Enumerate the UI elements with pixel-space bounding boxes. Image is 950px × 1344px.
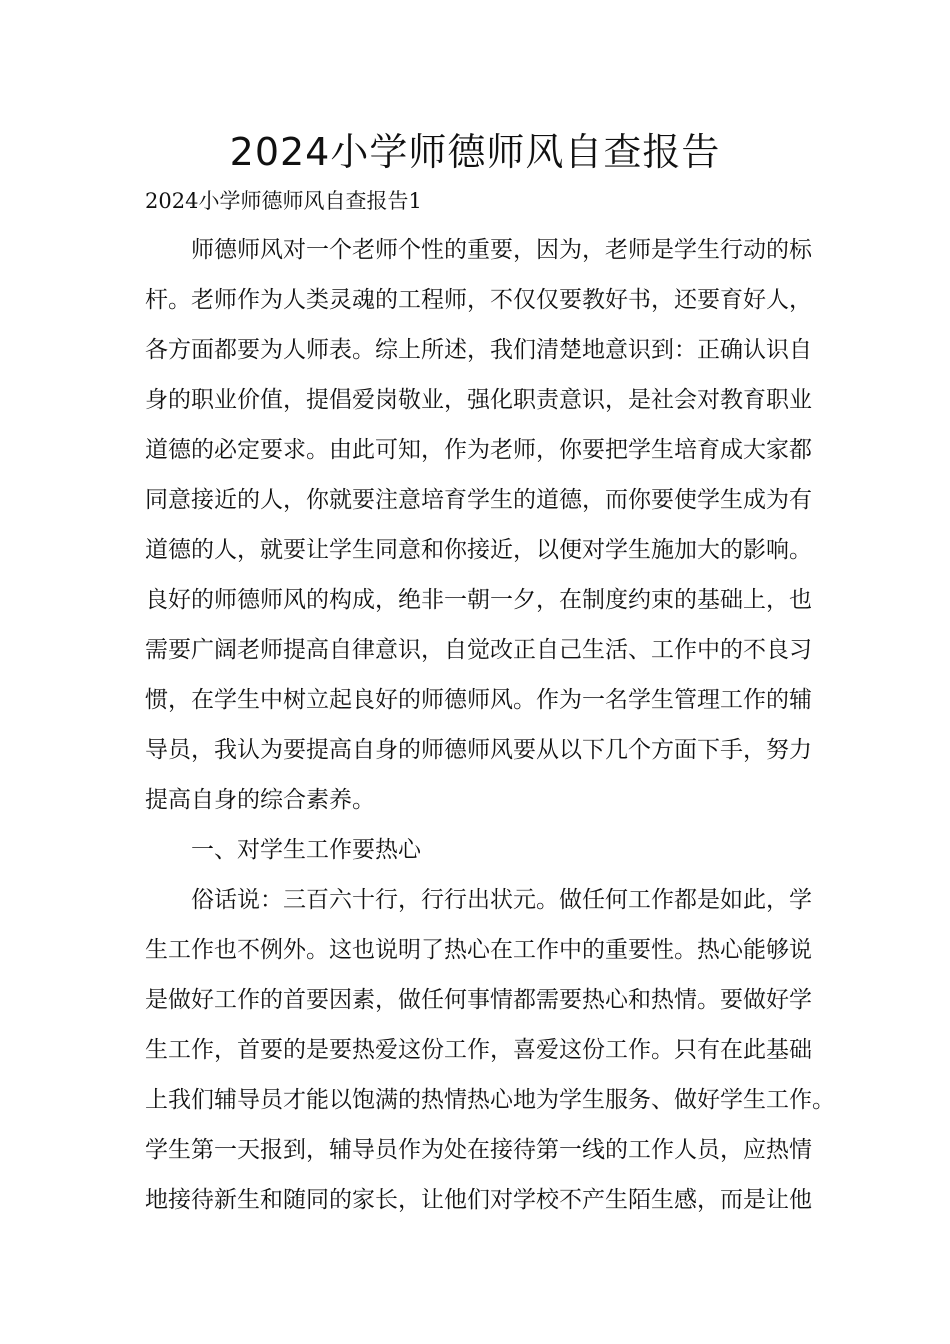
paragraph-line: 生工作也不例外。这也说明了热心在工作中的重要性。热心能够说 — [145, 937, 812, 963]
paragraph-line: 道德的人，就要让学生同意和你接近，以便对学生施加大的影响。 — [145, 537, 812, 563]
paragraph-line: 上我们辅导员才能以饱满的热情热心地为学生服务、做好学生工作。 — [145, 1087, 835, 1113]
paragraph-line: 俗话说：三百六十行，行行出状元。做任何工作都是如此，学 — [191, 887, 812, 913]
paragraph-line: 同意接近的人，你就要注意培育学生的道德，而你要使学生成为有 — [145, 487, 812, 513]
section-heading: 一、对学生工作要热心 — [191, 837, 421, 863]
paragraph-line: 生工作，首要的是要热爱这份工作，喜爱这份工作。只有在此基础 — [145, 1037, 812, 1063]
paragraph-line: 惯，在学生中树立起良好的师德师风。作为一名学生管理工作的辅 — [145, 687, 812, 713]
paragraph-line: 是做好工作的首要因素，做任何事情都需要热心和热情。要做好学 — [145, 987, 812, 1013]
document-title: 2024小学师德师风自查报告 — [229, 130, 721, 174]
paragraph-line: 导员，我认为要提高自身的师德师风要从以下几个方面下手，努力 — [145, 737, 812, 763]
paragraph-line: 杆。老师作为人类灵魂的工程师，不仅仅要教好书，还要育好人， — [145, 287, 812, 313]
document-subtitle: 2024小学师德师风自查报告1 — [145, 189, 422, 213]
paragraph-line: 学生第一天报到，辅导员作为处在接待第一线的工作人员，应热情 — [145, 1137, 812, 1163]
paragraph-line: 各方面都要为人师表。综上所述，我们清楚地意识到：正确认识自 — [145, 337, 812, 363]
paragraph-line: 良好的师德师风的构成，绝非一朝一夕，在制度约束的基础上，也 — [145, 587, 812, 613]
paragraph-line: 道德的必定要求。由此可知，作为老师，你要把学生培育成大家都 — [145, 437, 812, 463]
paragraph-line: 需要广阔老师提高自律意识，自觉改正自己生活、工作中的不良习 — [145, 637, 812, 663]
paragraph-line: 提高自身的综合素养。 — [145, 787, 375, 813]
paragraph-line: 身的职业价值，提倡爱岗敬业，强化职责意识，是社会对教育职业 — [145, 387, 812, 413]
paragraph-line: 地接待新生和随同的家长，让他们对学校不产生陌生感，而是让他 — [145, 1187, 812, 1213]
paragraph-line: 师德师风对一个老师个性的重要，因为，老师是学生行动的标 — [191, 237, 812, 263]
